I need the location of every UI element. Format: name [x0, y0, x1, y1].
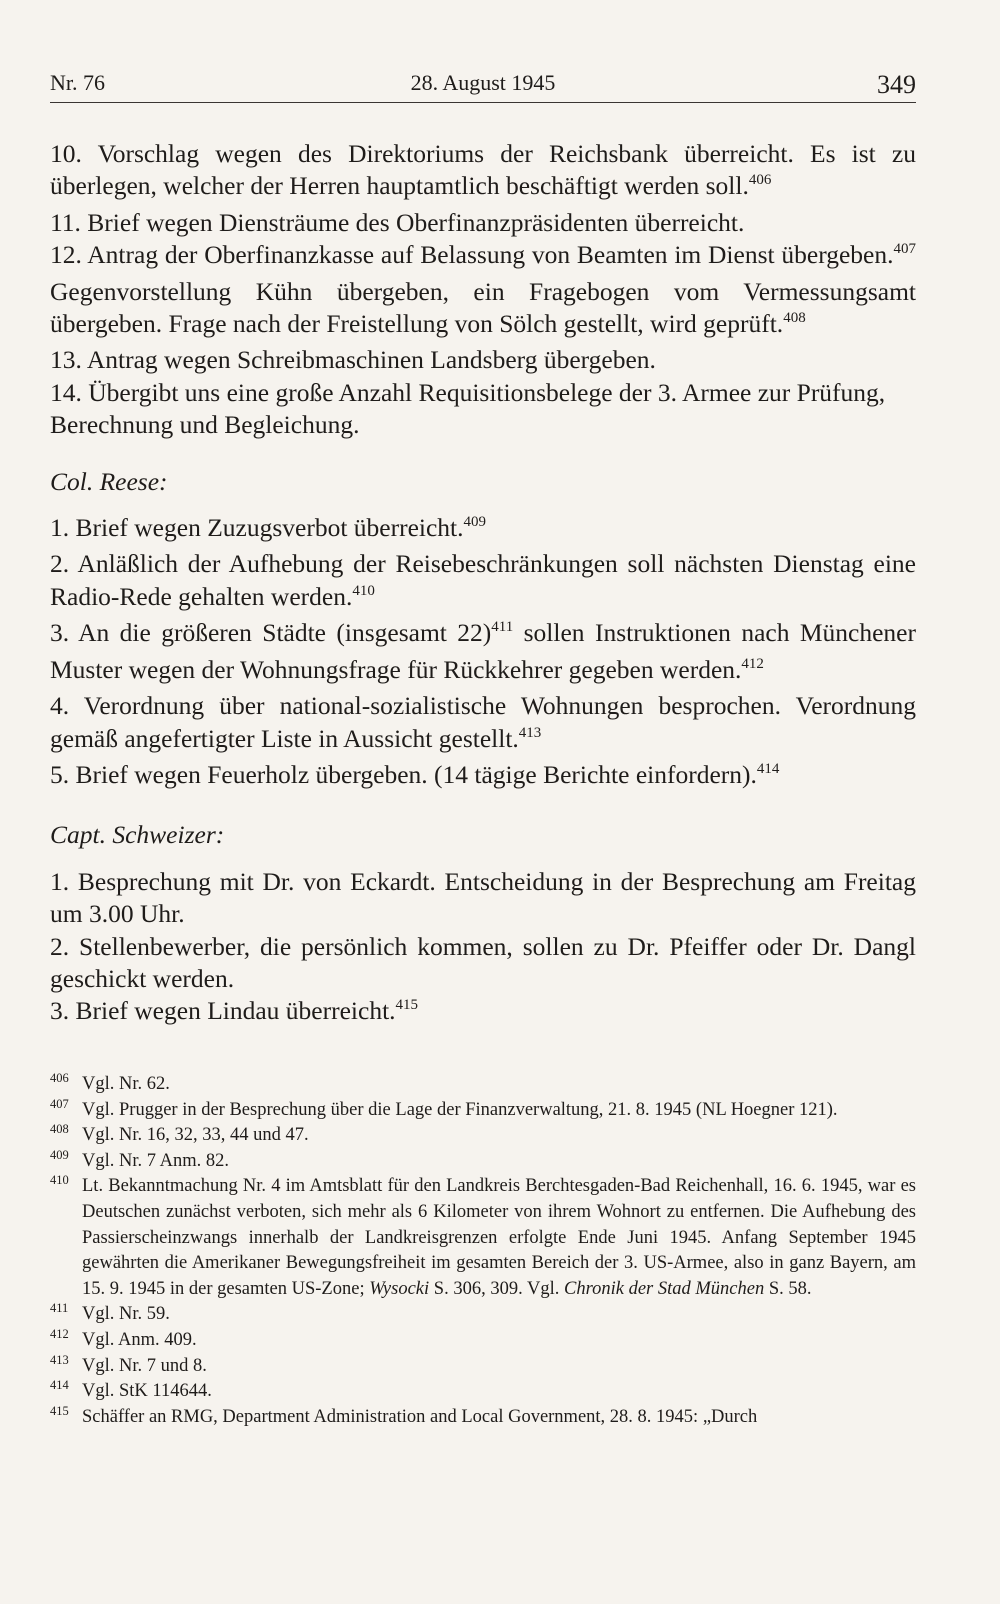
footnote-number: 406	[50, 1071, 69, 1085]
footnote-number: 407	[50, 1096, 69, 1111]
footnote-ref[interactable]: 413	[518, 724, 542, 741]
page-number: 349	[877, 70, 916, 99]
footnote: 414 Vgl. StK 114644.	[50, 1379, 916, 1405]
footnote-ref[interactable]: 411	[491, 619, 514, 636]
footnote-ref[interactable]: 410	[352, 582, 375, 599]
footnote-number: 409	[50, 1147, 69, 1162]
list-item: 3. Brief wegen Lindau überreicht.$^{415}$	[50, 996, 419, 1026]
footnote: 409 Vgl. Nr. 7 Anm. 82.	[50, 1149, 916, 1175]
footnote-ref[interactable]: 409	[463, 514, 487, 531]
footnote: 406 Vgl. Nr. 62.	[50, 1072, 916, 1098]
footnote: 410 Lt. Bekanntmachung Nr. 4 im Amtsblatt für den Landkreis Berchtesgaden-Bad Reichenhall, 16. 6. 1945, war es Deutschen zunächst verboten, sich mehr als 6 Kilometer von ihrem Wohnort zu entfernen. Die Aufhebung des Passierscheinzwangs innerhalb der Landkreisgrenzen erfolgte Ende Juni 1945. Anfang September 1945 gewährten die Amerikaner Bewegungsfreiheit im gesamten Bereich der 3. US-Armee, also in ganz Bayern, am 15. 9. 1945 in der gesamten US-Zone; Wysocki S. 306, 309. Vgl. Chronik der Stad München S. 58.	[50, 1174, 916, 1302]
footnote-number: 415	[50, 1403, 69, 1418]
section-heading-schweizer: Capt. Schweizer:	[50, 820, 225, 850]
footnote-number: 411	[50, 1301, 69, 1316]
footnotes	[50, 1072, 916, 1430]
document-page	[50, 0, 916, 1604]
footnote-number: 413	[50, 1352, 69, 1367]
list-item: 5. Brief wegen Feuerholz übergeben. (14 tägige Berichte einfordern).$^{414}$	[50, 759, 780, 789]
footnote-number: 408	[50, 1122, 69, 1137]
footnote: 413 Vgl. Nr. 7 und 8.	[50, 1354, 916, 1380]
list-item: 14. Übergibt uns eine große Anzahl Requisitionsbelege der 3. Armee zur Prüfung, Berechnung und Begleichung.	[50, 377, 886, 440]
body-text	[50, 138, 916, 1032]
footnote-ref[interactable]: 408	[783, 310, 806, 327]
document-date: 28. August 1945	[410, 70, 556, 95]
list-item: 2. Stellenbewerber, die persönlich kommen, sollen zu Dr. Pfeiffer oder Dr. Dangl geschickt werden.	[50, 931, 916, 993]
section-heading-reese: Col. Reese:	[50, 466, 168, 496]
list-item: 12. Antrag der Oberfinanzkasse auf Belassung von Beamten im Dienst übergeben.$^{407}$ Gegenvorstellung Kühn übergeben, ein Fragebogen vom Vermessungsamt übergeben. Frage nach der Freistellung von Sölch gestellt, wird geprüft.$^{408}$	[50, 240, 916, 339]
list-item: 13. Antrag wegen Schreibmaschinen Landsberg übergeben.	[50, 345, 656, 375]
list-item: 2. Anläßlich der Aufhebung der Reisebeschränkungen soll nächsten Dienstag eine Radio-Rede gehalten werden.$^{410}$	[50, 549, 916, 611]
footnote-ref[interactable]: 406	[748, 172, 772, 189]
document-number: Nr. 76	[50, 70, 105, 95]
footnote-number: 412	[50, 1326, 69, 1341]
footnote: 408 Vgl. Nr. 16, 32, 33, 44 und 47.	[50, 1123, 916, 1149]
footnote: 412 Vgl. Anm. 409.	[50, 1328, 916, 1354]
footnote-ref[interactable]: 412	[741, 655, 764, 672]
footnote-ref[interactable]: 407	[893, 241, 916, 258]
list-item: 11. Brief wegen Diensträume des Oberfinanzpräsidenten überreicht.	[50, 207, 745, 237]
list-item: 10. Vorschlag wegen des Direktoriums der Reichsbank überreicht. Es ist zu überlegen, welcher der Herren hauptamtlich beschäftigt werden soll.$^{406}$	[50, 139, 916, 201]
list-item: 4. Verordnung über national-sozialistische Wohnungen besprochen. Verordnung gemäß angefertigter Liste in Aussicht gestellt.$^{413}$	[50, 691, 916, 753]
footnote: 411 Vgl. Nr. 59.	[50, 1302, 916, 1328]
list-item: 1. Besprechung mit Dr. von Eckardt. Entscheidung in der Besprechung am Freitag um 3.00 Uhr.	[50, 866, 916, 929]
footnote: 415 Schäffer an RMG, Department Administration and Local Government, 28. 8. 1945: „Durch	[50, 1405, 916, 1431]
footnote-number: 410	[50, 1173, 69, 1188]
list-item: 3. An die größeren Städte (insgesamt 22)$^{411}$ sollen Instruktionen nach Münchener Muster wegen der Wohnungsfrage für Rückkehrer gegeben werden.$^{412}$	[50, 618, 916, 684]
footnote-ref[interactable]: 414	[756, 760, 780, 777]
footnote-ref[interactable]: 415	[395, 997, 419, 1014]
footnote: 407 Vgl. Prugger in der Besprechung über die Lage der Finanzverwaltung, 21. 8. 1945 (NL Hoegner 121).	[50, 1098, 916, 1124]
list-item: 1. Brief wegen Zuzugsverbot überreicht.$^{409}$	[50, 513, 487, 543]
header-rule	[50, 102, 916, 103]
running-header	[50, 70, 916, 100]
footnote-number: 414	[50, 1378, 69, 1393]
